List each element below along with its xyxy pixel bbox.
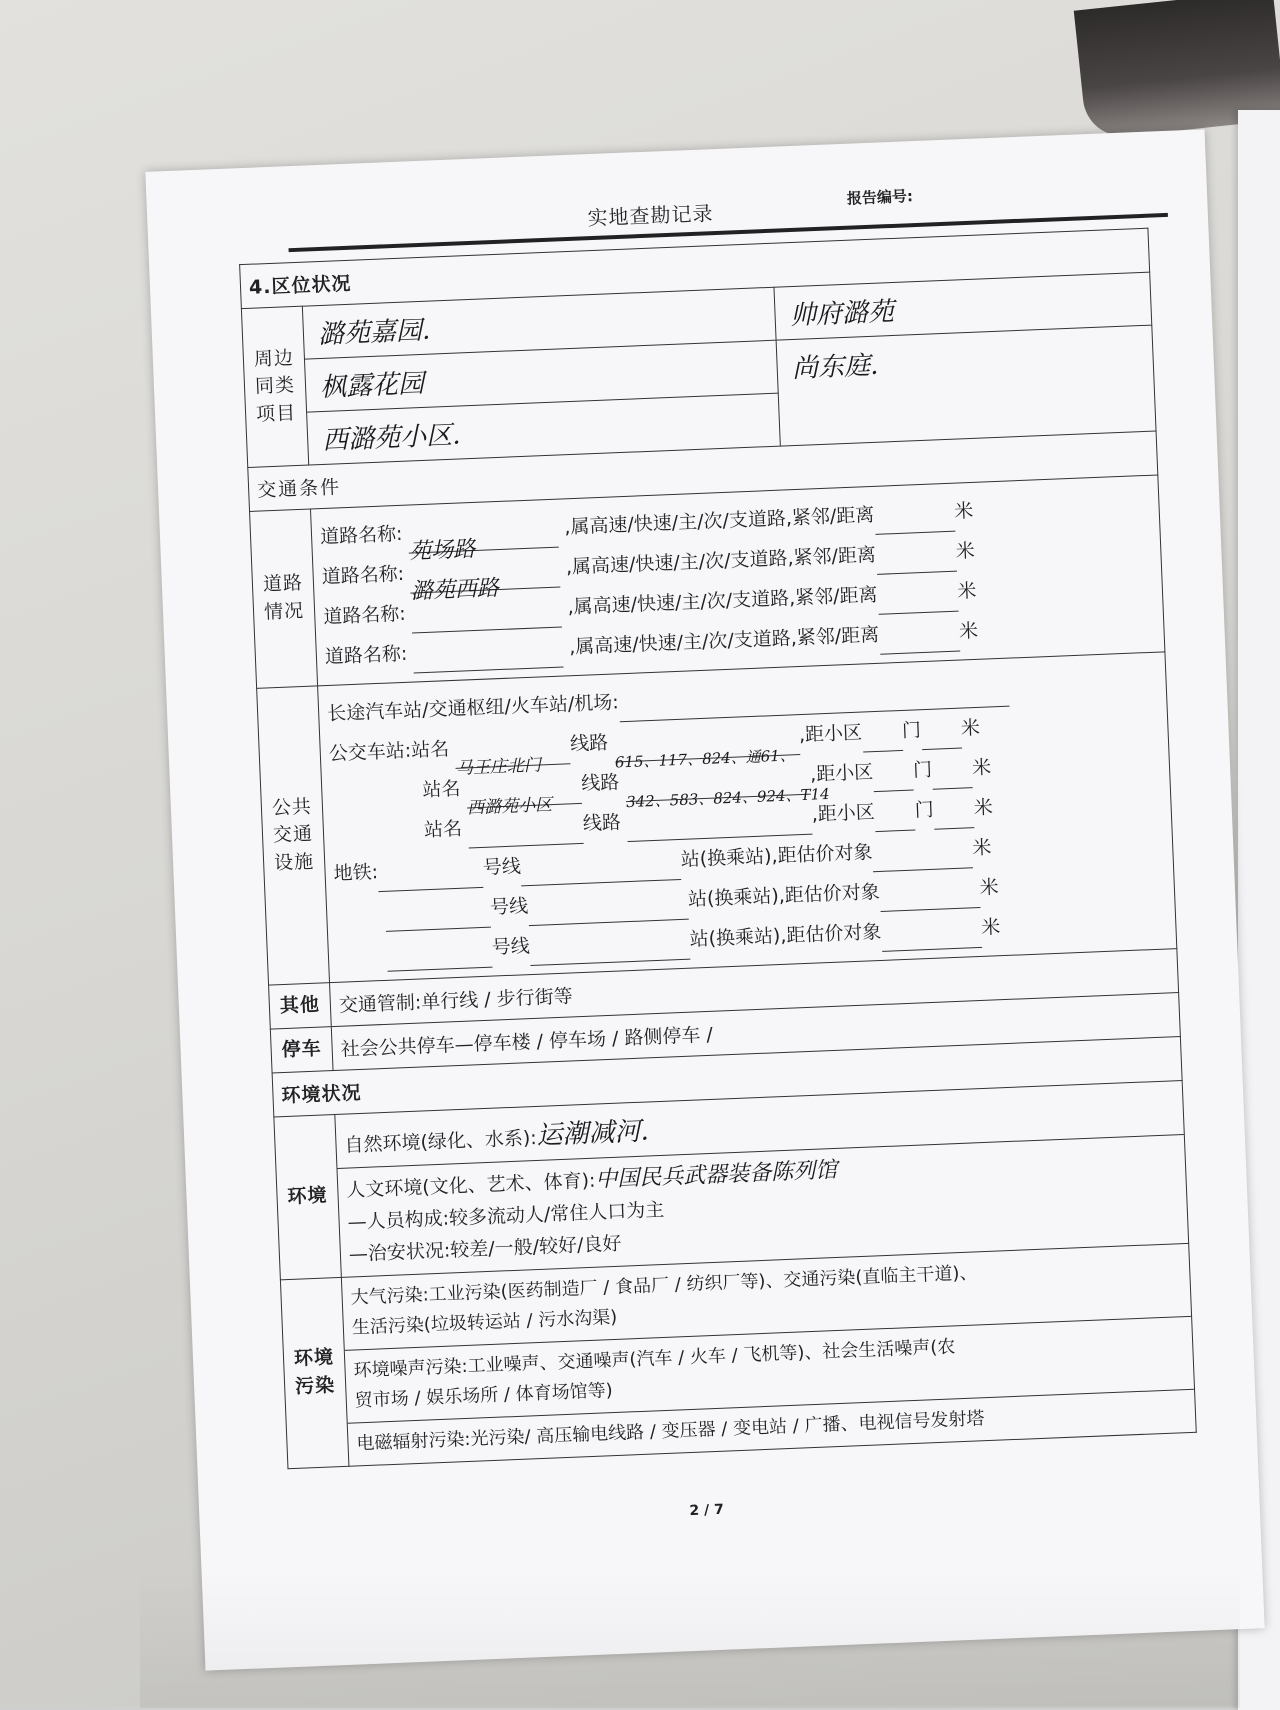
nearby-project-1: 潞苑嘉园. — [302, 287, 776, 359]
road-row: 道路名称: 苑场路 ,属高速/快速/主/次/支道路,紧邻/距离 米 — [319, 499, 974, 565]
label-environment: 环境 — [274, 1115, 341, 1280]
label-parking: 停车 — [270, 1027, 333, 1073]
document-title: 实地查勘记录 — [587, 201, 714, 231]
survey-form — [239, 228, 1197, 1470]
bus-stop-row: 站名 西潞苑小区线路 342、583、824、924、T14,距小区 门 米 — [421, 756, 992, 819]
section-title-environment: 环境状况 — [272, 1037, 1182, 1117]
air-pollution-block: 大气污染:工业污染(医药制造厂 / 食品厂 / 纺织厂等)、交通污染(直临主干道)、 生活污染(垃圾转运站 / 污水沟渠) — [342, 1244, 1191, 1351]
page-number: 2 / 7 — [689, 1501, 725, 1520]
subway-row: 号线 站(换乘站),距估价对象 米 — [334, 861, 1166, 934]
hub-row: 长途汽车站/交通枢纽/火车站/机场: — [326, 661, 1158, 734]
survey-page — [145, 129, 1264, 1670]
bus-stop-row: 站名 线路 ,距小区 门 米 — [331, 781, 1163, 854]
road-row: 道路名称: 潞苑西路 ,属高速/快速/主/次/支道路,紧邻/距离 米 — [321, 539, 976, 605]
label-public-transit: 公共 交通 设施 — [257, 686, 330, 985]
em-pollution-block: 电磁辐射污染:光污染/ 高压输电线路 / 变压器 / 变电站 / 广播、电视信号发射塔 — [356, 1408, 985, 1455]
page-bottom-shade — [140, 1568, 1240, 1708]
road-row: 道路名称: ,属高速/快速/主/次/支道路,紧邻/距离 米 — [324, 604, 1156, 677]
section-title-location: 4.区位状况 — [240, 228, 1150, 308]
label-other: 其他 — [269, 983, 332, 1029]
section-title-traffic: 交通条件 — [248, 431, 1158, 511]
road-list — [310, 475, 1164, 686]
population-row: —人员构成:较多流动人/常住人口为主 — [347, 1198, 665, 1234]
nearby-project-2: 枫露花园 — [304, 340, 778, 412]
bus-stop-row: 公交车站:站名 马王庄北门线路 615、117、824、通61、,距小区 门 米 — [328, 716, 981, 779]
nearby-project-5: 尚东庭. — [776, 325, 1156, 446]
cultural-environment-block: 人文环境(文化、艺术、体育):中国民兵武器装备陈列馆 —人员构成:较多流动人/常住人口为主 —治安状况:较差/一般/较好/良好 — [337, 1135, 1188, 1277]
road-row: 道路名称: ,属高速/快速/主/次/支道路,紧邻/距离 米 — [323, 564, 1155, 637]
label-road-conditions: 道路 情况 — [250, 509, 318, 688]
parking-text: 社会公共停车—停车楼 / 停车场 / 路侧停车 / — [331, 993, 1180, 1071]
report-number-label: 报告编号: — [846, 187, 914, 208]
pollution-details — [341, 1243, 1196, 1466]
subway-row: 地铁: 号线 站(换乘站),距估价对象 米 — [333, 821, 1165, 894]
transit-details — [318, 652, 1177, 983]
nearby-project-4: 帅府潞苑 — [774, 272, 1151, 340]
nearby-project-3: 西潞苑小区. — [307, 393, 781, 465]
label-nearby-projects: 周边 同类 项目 — [241, 306, 308, 467]
natural-environment-row: 自然环境(绿化、水系):运潮减河. — [335, 1081, 1183, 1169]
subway-row: 号线 站(换乘站),距估价对象 米 — [336, 900, 1168, 973]
traffic-control-text: 交通管制:单行线 / 步行街等 — [330, 949, 1179, 1027]
noise-pollution-block: 环境噪声污染:工业噪声、交通噪声(汽车 / 火车 / 飞机等)、社会生活噪声(农 贸市场 / 娱乐场所 / 体育场馆等) — [345, 1317, 1194, 1424]
label-pollution: 环境 污染 — [280, 1277, 349, 1468]
security-row: —治安状况:较差/一般/较好/良好 — [348, 1232, 622, 1266]
